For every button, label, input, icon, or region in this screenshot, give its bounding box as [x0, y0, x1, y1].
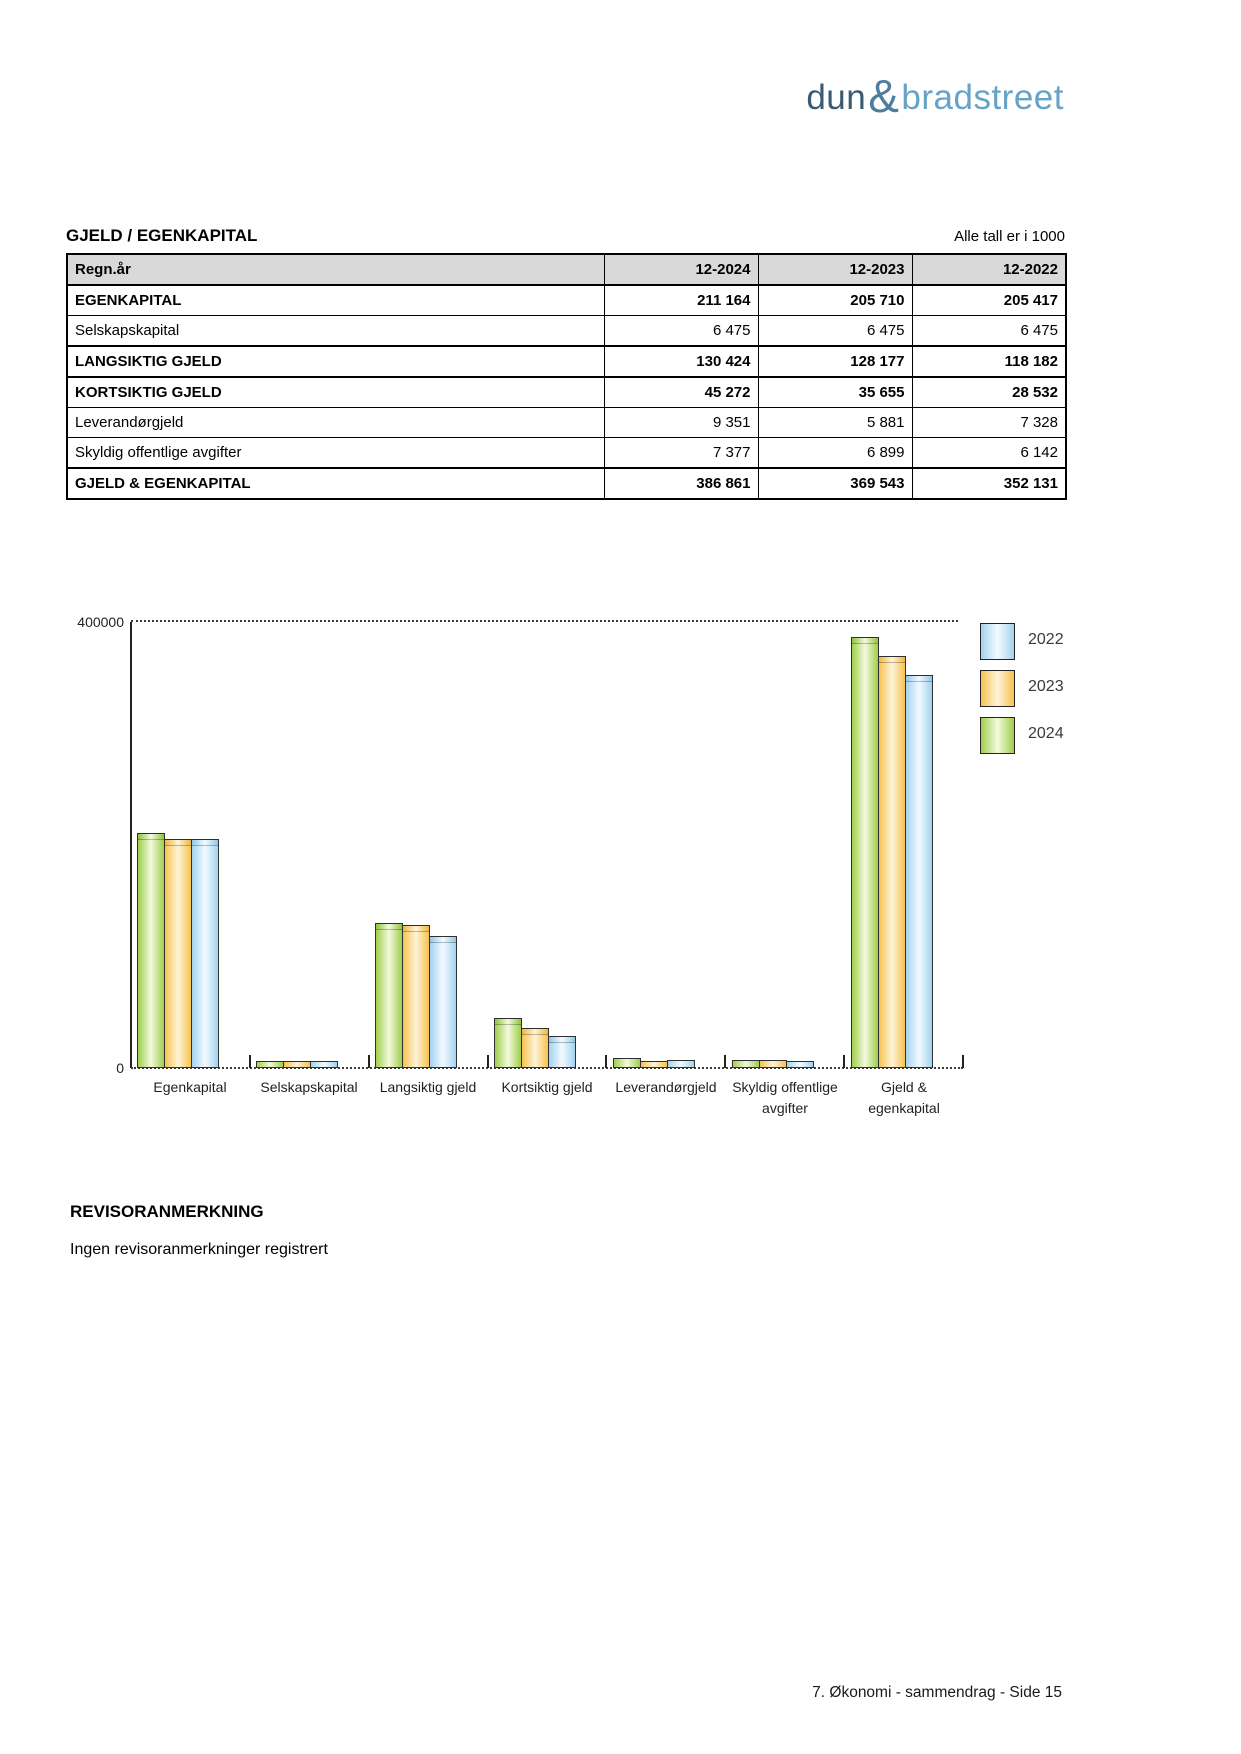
- table-row: [67, 346, 1066, 377]
- x-axis-tick: [724, 1055, 726, 1068]
- bar-2024-1: [256, 1061, 284, 1068]
- legend-swatch-2023: [980, 670, 1015, 707]
- bar-2023-3: [521, 1028, 549, 1068]
- bar-2024-2: [375, 923, 403, 1068]
- bar-cap: [192, 840, 218, 846]
- y-axis-label-zero: 0: [116, 1060, 124, 1076]
- bar-cap: [852, 638, 878, 644]
- row-label-cell: LANGSIKTIG GJELD: [67, 346, 604, 377]
- table-row: [67, 468, 1066, 499]
- value-cell: 352 131: [912, 468, 1066, 499]
- value-cell: 5 881: [758, 408, 912, 438]
- category-label-line: Skyldig offentlige: [732, 1079, 838, 1095]
- legend-swatch-2022: [980, 623, 1015, 660]
- category-label-line: Egenkapital: [153, 1079, 227, 1095]
- category-label-line: avgifter: [762, 1100, 808, 1116]
- bar-cap: [522, 1029, 548, 1035]
- bar-2022-4: [667, 1060, 695, 1068]
- bar-2023-2: [402, 925, 430, 1068]
- value-cell: 128 177: [758, 346, 912, 377]
- bar-cap: [165, 840, 191, 846]
- table-row: [67, 285, 1066, 316]
- bar-cap: [430, 937, 456, 943]
- page-title: GJELD / EGENKAPITAL: [66, 226, 258, 245]
- table-header-row: [67, 254, 1066, 285]
- footer-text: 7. Økonomi - sammendrag - Side 15: [812, 1684, 1062, 1701]
- legend-label-2024: 2024: [1028, 725, 1064, 742]
- legend-label-2023: 2023: [1028, 678, 1064, 695]
- value-cell: 45 272: [604, 377, 758, 408]
- value-cell: 369 543: [758, 468, 912, 499]
- logo-bradstreet: bradstreet: [901, 78, 1064, 117]
- table-row: [67, 316, 1066, 347]
- value-cell: 6 475: [912, 316, 1066, 347]
- category-label-line: Leverandørgjeld: [615, 1079, 717, 1095]
- table-row: [67, 377, 1066, 408]
- x-axis-tick: [487, 1055, 489, 1068]
- logo-ampersand-icon: &: [868, 69, 900, 122]
- value-cell: 205 417: [912, 285, 1066, 316]
- header-cell: 12-2024: [604, 254, 758, 285]
- bar-2023-0: [164, 839, 192, 1068]
- bar-2024-6: [851, 637, 879, 1068]
- revisor-heading: REVISORANMERKNING: [70, 1202, 264, 1221]
- x-axis-tick: [368, 1055, 370, 1068]
- gridline-max: [131, 620, 958, 622]
- value-cell: 211 164: [604, 285, 758, 316]
- category-label-line: Langsiktig gjeld: [379, 1079, 477, 1095]
- value-cell: 6 899: [758, 438, 912, 469]
- row-label-cell: Skyldig offentlige avgifter: [67, 438, 604, 469]
- header-cell: 12-2022: [912, 254, 1066, 285]
- bar-2022-0: [191, 839, 219, 1068]
- bar-2023-6: [878, 656, 906, 1068]
- bar-2024-3: [494, 1018, 522, 1068]
- bar-2022-3: [548, 1036, 576, 1068]
- category-label-line: Selskapskapital: [260, 1079, 358, 1095]
- x-axis-tick: [605, 1055, 607, 1068]
- bar-2022-6: [905, 675, 933, 1068]
- value-cell: 130 424: [604, 346, 758, 377]
- header-cell: Regn.år: [67, 254, 604, 285]
- value-cell: 35 655: [758, 377, 912, 408]
- row-label-cell: KORTSIKTIG GJELD: [67, 377, 604, 408]
- table-row: [67, 438, 1066, 469]
- row-label-cell: Selskapskapital: [67, 316, 604, 347]
- bar-2022-1: [310, 1061, 338, 1068]
- dnb-logo: [806, 69, 1064, 122]
- row-label-cell: Leverandørgjeld: [67, 408, 604, 438]
- value-cell: 386 861: [604, 468, 758, 499]
- bar-cap: [403, 926, 429, 932]
- legend-swatch-2024: [980, 717, 1015, 754]
- x-axis-tick: [249, 1055, 251, 1068]
- header-cell: 12-2023: [758, 254, 912, 285]
- bar-2022-5: [786, 1061, 814, 1068]
- legend-label-2022: 2022: [1028, 631, 1064, 648]
- balance-chart: [0, 550, 1241, 1170]
- bar-2024-4: [613, 1058, 641, 1068]
- financial-table: [66, 253, 1067, 500]
- table-body: [67, 285, 1066, 499]
- value-cell: 7 377: [604, 438, 758, 469]
- row-label-cell: EGENKAPITAL: [67, 285, 604, 316]
- bar-2023-4: [640, 1061, 668, 1068]
- bar-2024-5: [732, 1060, 760, 1068]
- value-cell: 7 328: [912, 408, 1066, 438]
- bar-2023-1: [283, 1061, 311, 1068]
- bar-cap: [495, 1019, 521, 1025]
- section-header: [66, 226, 1065, 246]
- category-label-line: egenkapital: [868, 1100, 940, 1116]
- table-row: [67, 408, 1066, 438]
- x-axis-tick: [843, 1055, 845, 1068]
- bar-cap: [138, 834, 164, 840]
- y-axis-label-max: 400000: [77, 614, 124, 630]
- value-cell: 28 532: [912, 377, 1066, 408]
- bar-cap: [549, 1037, 575, 1043]
- category-label-line: Gjeld &: [881, 1079, 927, 1095]
- category-label: [829, 1077, 979, 1119]
- bar-2024-0: [137, 833, 165, 1068]
- x-axis-tick: [962, 1055, 964, 1068]
- value-cell: 6 142: [912, 438, 1066, 469]
- revisor-text: Ingen revisoranmerkninger registrert: [70, 1241, 328, 1258]
- value-cell: 6 475: [604, 316, 758, 347]
- bar-cap: [376, 924, 402, 930]
- value-cell: 205 710: [758, 285, 912, 316]
- y-axis-line: [130, 622, 132, 1068]
- value-cell: 118 182: [912, 346, 1066, 377]
- bar-2023-5: [759, 1060, 787, 1068]
- unit-note: Alle tall er i 1000: [954, 228, 1065, 245]
- bar-cap: [879, 657, 905, 663]
- row-label-cell: GJELD & EGENKAPITAL: [67, 468, 604, 499]
- bar-cap: [906, 676, 932, 682]
- logo-dun: dun: [806, 78, 867, 117]
- category-label-line: Kortsiktig gjeld: [501, 1079, 593, 1095]
- value-cell: 9 351: [604, 408, 758, 438]
- value-cell: 6 475: [758, 316, 912, 347]
- bar-2022-2: [429, 936, 457, 1068]
